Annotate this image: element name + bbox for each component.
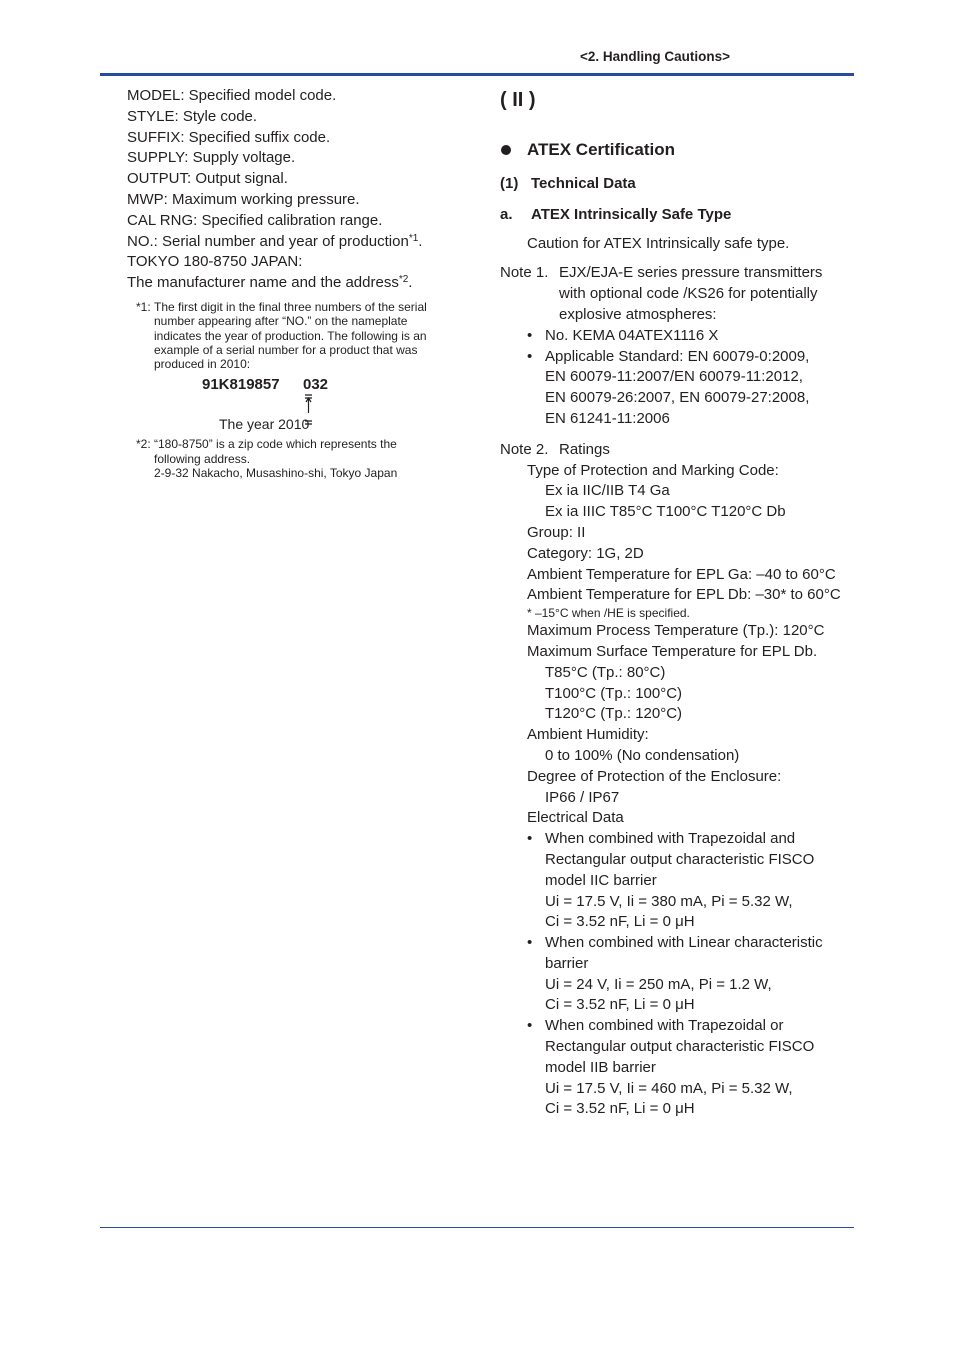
list-item: • Applicable Standard: EN 60079-0:2009, EN 60079-11:2007/EN 60079-11:2012, EN 60079-26:2007, EN 60079-27:2008, EN 61241-11:2006 (527, 347, 810, 427)
nameplate-legend (127, 86, 457, 480)
ambient-footnote: * –15°C when /HE is specified. (527, 606, 690, 621)
list-item: • No. KEMA 04ATEX1116 X (527, 326, 719, 344)
year-label: The year 2010 (219, 416, 310, 433)
legend-line: OUTPUT: Output signal. (127, 170, 288, 188)
bullet-dot-icon (501, 145, 511, 155)
max-surface-temp: Maximum Surface Temperature for EPL Db. (527, 642, 818, 660)
serial-part-1: 91K819857 (202, 376, 280, 394)
max-process-temp: Maximum Process Temperature (Tp.): 120°C (527, 622, 825, 640)
surface-temp-value: T100°C (Tp.: 100°C) (545, 684, 683, 702)
footnote-1: *1: The first digit in the final three numbers of the serial number appearing after “NO.” on the nameplate indicates the year of production. The following is an example of a serial number for a product that was produced in 2010: (136, 299, 427, 372)
footnote-2: *2: “180-8750” is a zip code which represents the following address. 2-9-32 Nakacho, Musashino-shi, Tokyo Japan (136, 437, 398, 481)
note-1-list (500, 326, 854, 430)
enclosure-value: IP66 / IP67 (545, 788, 620, 806)
list-item: • When combined with Linear characteristic barrier Ui = 24 V, Ii = 250 mA, Pi = 1.2 W, Ci = 3.52 nF, Li = 0 μH (527, 934, 823, 1014)
ambient-temp-db: Ambient Temperature for EPL Db: –30* to 60°C (527, 586, 841, 604)
surface-temp-value: T120°C (Tp.: 120°C) (545, 705, 683, 723)
intrinsically-safe-heading: a. ATEX Intrinsically Safe Type (500, 205, 732, 223)
header-rule (100, 73, 854, 76)
list-item: • When combined with Trapezoidal and Rectangular output characteristic FISCO model IIC barrier Ui = 17.5 V, Ii = 380 mA, Pi = 5.32 W, Ci = 3.52 nF, Li = 0 μH (527, 830, 815, 931)
humidity-label: Ambient Humidity: (527, 726, 649, 744)
footer-rule (100, 1227, 854, 1228)
section-title: ( II ) (500, 89, 536, 111)
legend-line-tokyo: TOKYO 180-8750 JAPAN: (127, 253, 303, 271)
electrical-data-list (500, 829, 854, 1120)
note-1: Note 1. EJX/EJA-E series pressure transmitters with optional code /KS26 for potentially explosive atmospheres: (500, 264, 823, 323)
running-header: <2. Handling Cautions> (579, 49, 730, 64)
surface-temp-value: T85°C (Tp.: 80°C) (545, 663, 666, 681)
atex-heading: ATEX Certification (500, 139, 854, 161)
list-item: • When combined with Trapezoidal or Rectangular output characteristic FISCO model IIB barrier Ui = 17.5 V, Ii = 460 mA, Pi = 5.32 W, Ci = 3.52 nF, Li = 0 μH (527, 1017, 815, 1118)
ambient-temp-ga: Ambient Temperature for EPL Ga: –40 to 60°C (527, 565, 836, 583)
protection-value: Ex ia IIIC T85°C T100°C T120°C Db (545, 503, 786, 521)
technical-data-heading: (1) Technical Data (500, 175, 636, 192)
category: Category: 1G, 2D (527, 544, 644, 562)
electrical-label: Electrical Data (527, 809, 624, 827)
note-2: Note 2. Ratings (500, 440, 610, 458)
caution-text: Caution for ATEX Intrinsically safe type. (527, 234, 790, 252)
legend-line: SUFFIX: Specified suffix code. (127, 128, 331, 146)
protection-label: Type of Protection and Marking Code: (527, 461, 779, 479)
serial-example (127, 375, 457, 437)
serial-part-2: 032 (303, 376, 329, 394)
legend-line: MWP: Maximum working pressure. (127, 190, 360, 208)
enclosure-label: Degree of Protection of the Enclosure: (527, 767, 782, 785)
legend-line: MODEL: Specified model code. (127, 87, 337, 104)
protection-value: Ex ia IIC/IIB T4 Ga (545, 482, 670, 500)
legend-line: CAL RNG: Specified calibration range. (127, 211, 383, 229)
legend-line-serial: NO.: Serial number and year of production$^{*1}$. (127, 232, 423, 250)
humidity-value: 0 to 100% (No condensation) (545, 746, 740, 764)
group: Group: II (527, 523, 586, 541)
legend-line: SUPPLY: Supply voltage. (127, 149, 296, 167)
atex-section (500, 86, 854, 1120)
legend-line-manufacturer: The manufacturer name and the address$^{*2}$. (127, 274, 413, 292)
legend-line: STYLE: Style code. (127, 107, 258, 125)
